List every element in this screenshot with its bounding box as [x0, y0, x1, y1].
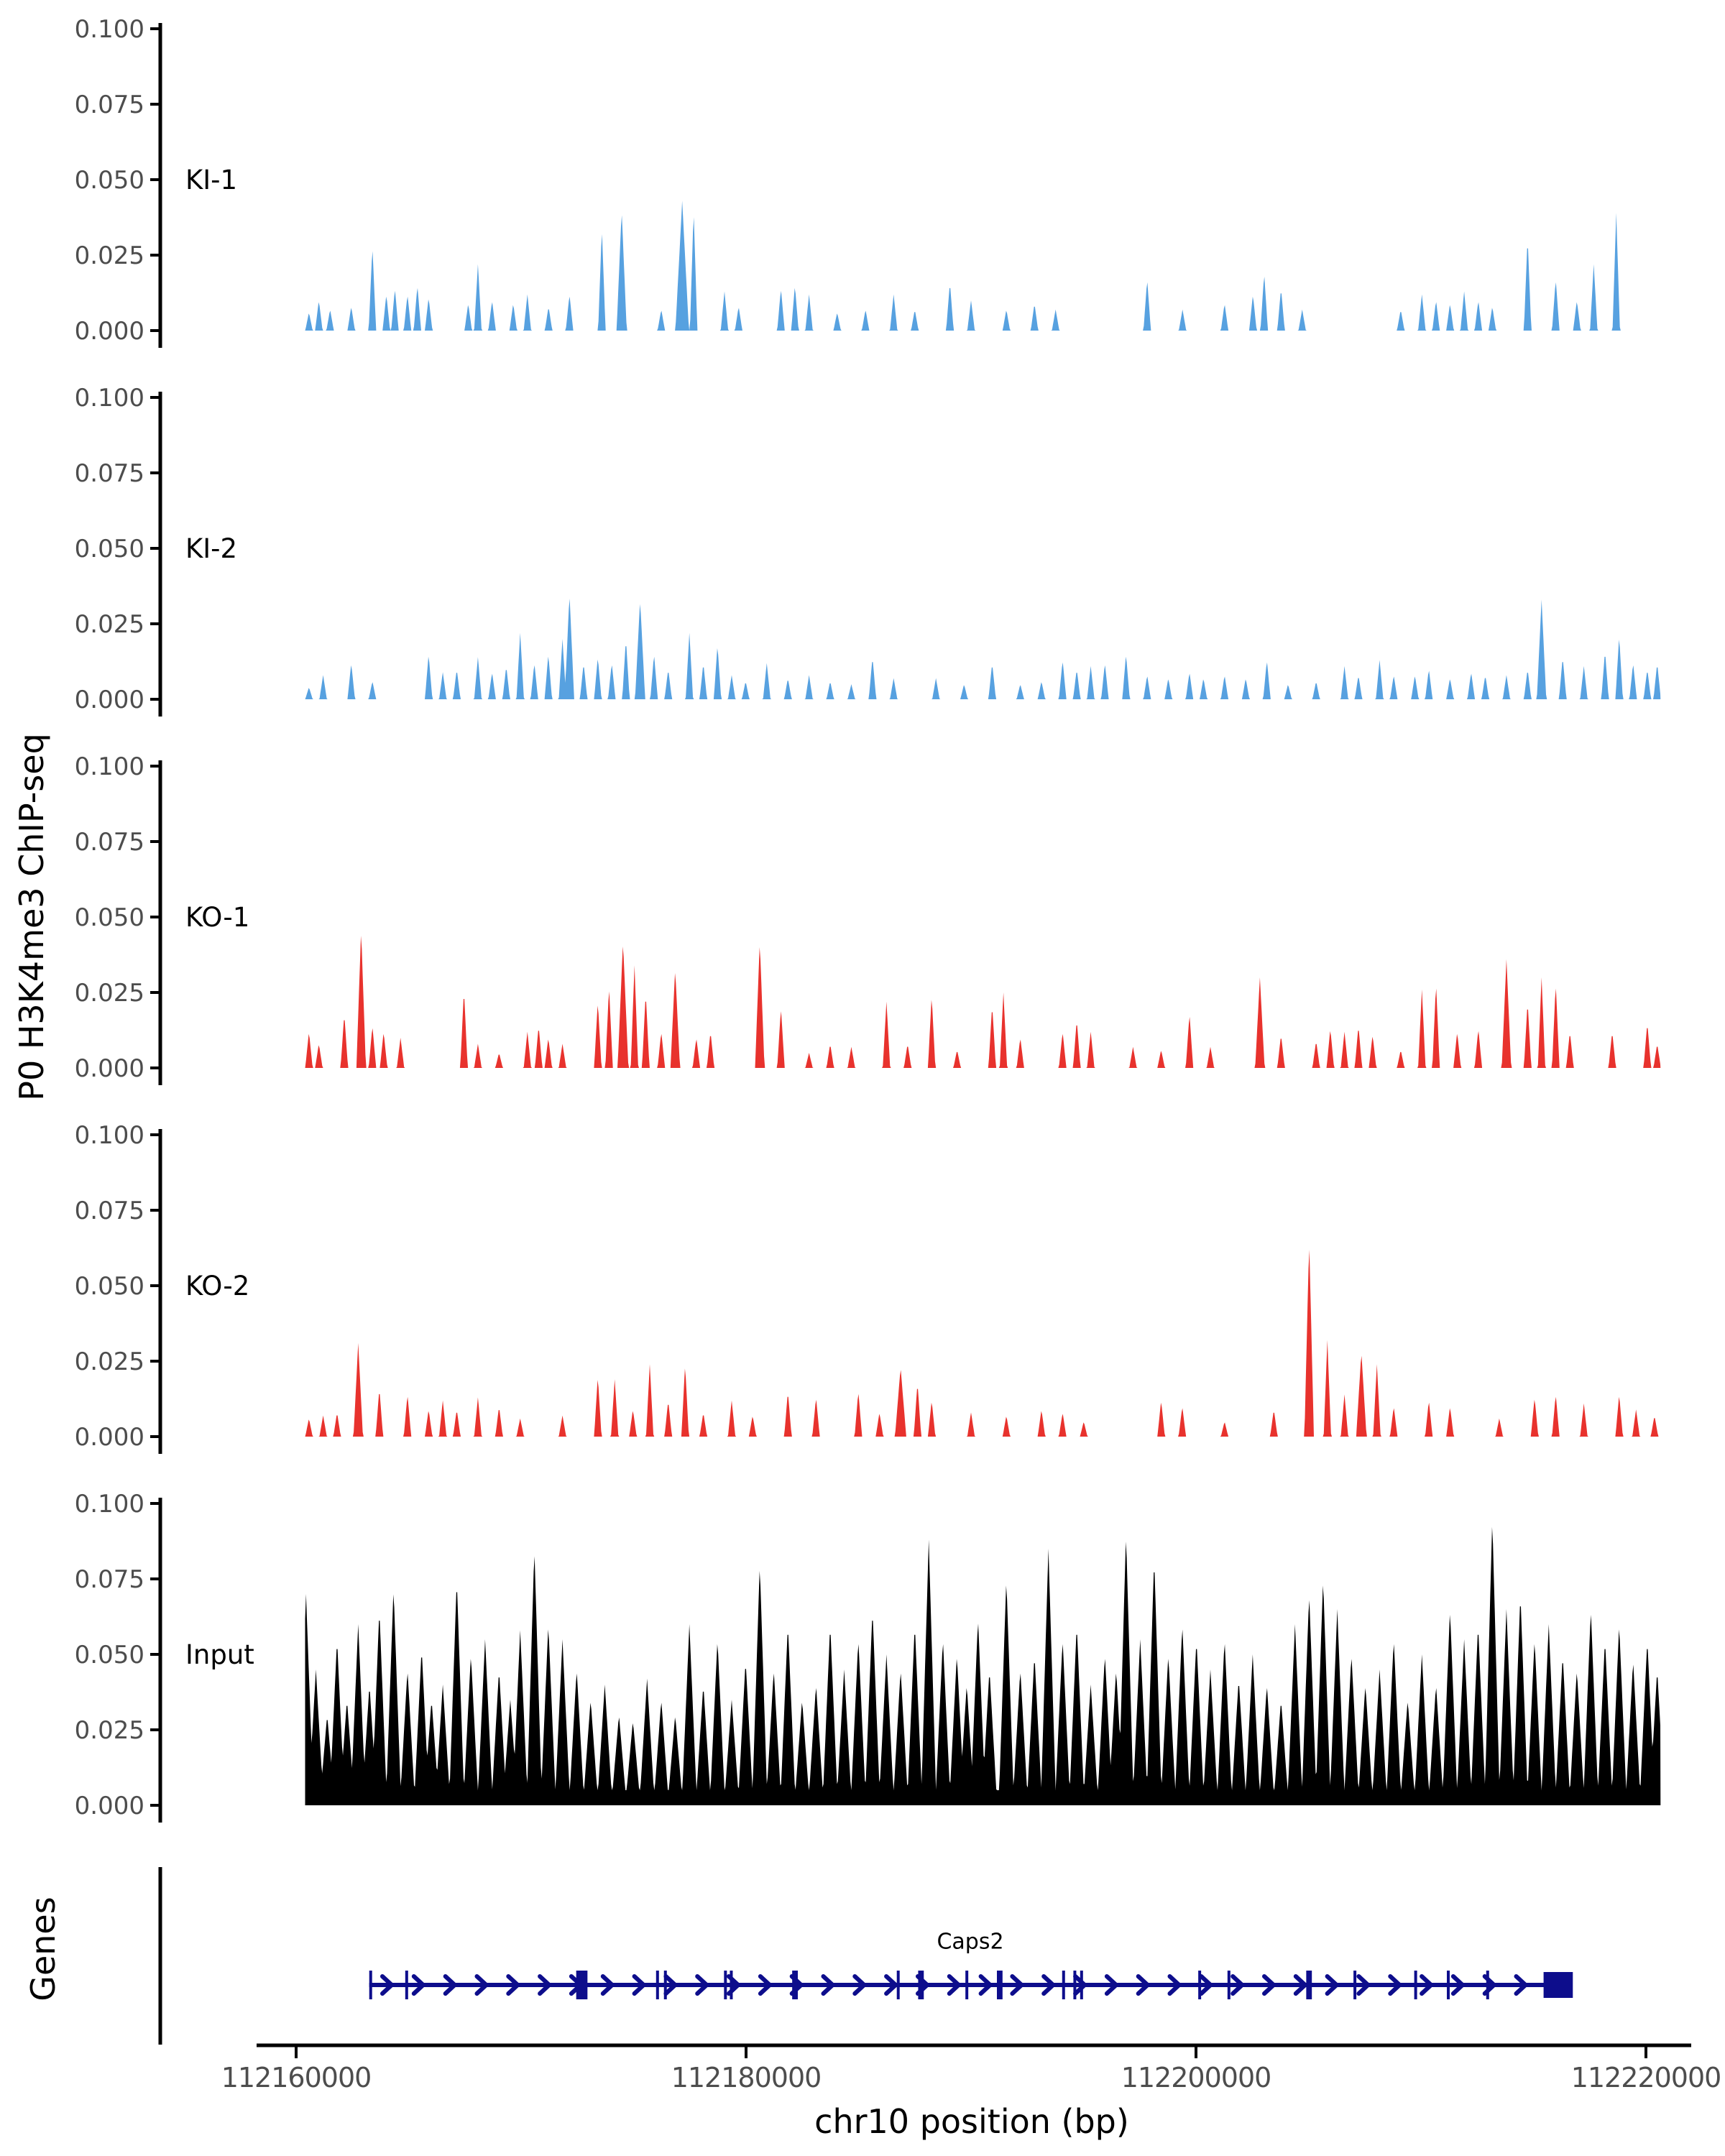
- exon-box: [1062, 1971, 1065, 1999]
- y-tick-label: 0.050: [74, 903, 144, 932]
- exon-box: [1306, 1971, 1312, 1999]
- exon-box: [1414, 1971, 1417, 1999]
- exon-box: [1447, 1971, 1450, 1999]
- y-tick-label: 0.000: [74, 1423, 144, 1452]
- y-tick-label: 0.025: [74, 241, 144, 270]
- track-label-ki-1: KI-1: [185, 165, 238, 195]
- track-signal-ki-1: [305, 201, 1661, 331]
- exon-box: [965, 1971, 968, 1999]
- y-tick-label: 0.075: [74, 91, 144, 119]
- track-signal-ko-1: [305, 936, 1661, 1068]
- track-label-ko-1: KO-1: [185, 902, 250, 933]
- track-signal-ko-2: [305, 1250, 1661, 1437]
- exon-box: [576, 1971, 588, 1999]
- exon-box: [405, 1971, 408, 1999]
- y-tick-label: 0.100: [74, 1121, 144, 1150]
- y-tick-label: 0.075: [74, 1197, 144, 1225]
- x-tick-label: 112180000: [671, 2062, 822, 2093]
- track-label-ko-2: KO-2: [185, 1271, 250, 1302]
- x-tick-label: 112160000: [221, 2062, 372, 2093]
- y-tick-label: 0.100: [74, 752, 144, 781]
- exon-box: [1353, 1971, 1356, 1999]
- exon-box: [1486, 1971, 1489, 1999]
- y-tick-label: 0.100: [74, 15, 144, 44]
- y-tick-label: 0.050: [74, 166, 144, 195]
- y-tick-label: 0.100: [74, 384, 144, 413]
- y-tick-label: 0.025: [74, 1716, 144, 1745]
- track-label-ki-2: KI-2: [185, 533, 238, 564]
- y-tick-label: 0.050: [74, 1641, 144, 1669]
- exon-box: [369, 1971, 372, 1999]
- y-tick-label: 0.000: [74, 1054, 144, 1083]
- exon-box: [897, 1971, 900, 1999]
- y-tick-label: 0.025: [74, 610, 144, 639]
- exon-box: [1544, 1972, 1573, 1998]
- exon-box: [997, 1971, 1003, 1999]
- exon-box: [1228, 1971, 1230, 1999]
- exon-box: [664, 1971, 667, 1999]
- track-signal-ki-2: [305, 599, 1661, 699]
- exon-box: [792, 1971, 798, 1999]
- exon-box: [724, 1971, 727, 1999]
- x-tick-label: 112200000: [1121, 2062, 1271, 2093]
- y-tick-label: 0.025: [74, 979, 144, 1008]
- y-tick-label: 0.075: [74, 828, 144, 857]
- gene-name-label: Caps2: [937, 1929, 1004, 1955]
- genes-panel-title: Genes: [24, 1897, 63, 2001]
- y-tick-label: 0.000: [74, 686, 144, 714]
- y-tick-label: 0.100: [74, 1490, 144, 1519]
- exon-box: [730, 1971, 732, 1999]
- y-tick-label: 0.075: [74, 459, 144, 488]
- y-tick-label: 0.025: [74, 1348, 144, 1376]
- y-axis-title: P0 H3K4me3 ChIP-seq: [12, 733, 51, 1101]
- y-tick-label: 0.075: [74, 1565, 144, 1594]
- y-tick-label: 0.000: [74, 1792, 144, 1820]
- exon-box: [656, 1971, 659, 1999]
- y-tick-label: 0.050: [74, 1272, 144, 1301]
- y-tick-label: 0.000: [74, 317, 144, 346]
- x-axis-title: chr10 position (bp): [814, 2102, 1129, 2141]
- x-tick-label: 112220000: [1570, 2062, 1721, 2093]
- exon-box: [1198, 1971, 1201, 1999]
- track-label-input: Input: [185, 1639, 254, 1670]
- y-tick-label: 0.050: [74, 535, 144, 563]
- exon-box: [1073, 1971, 1076, 1999]
- track-signal-input: [305, 1527, 1661, 1805]
- exon-box: [918, 1971, 924, 1999]
- exon-box: [1080, 1971, 1083, 1999]
